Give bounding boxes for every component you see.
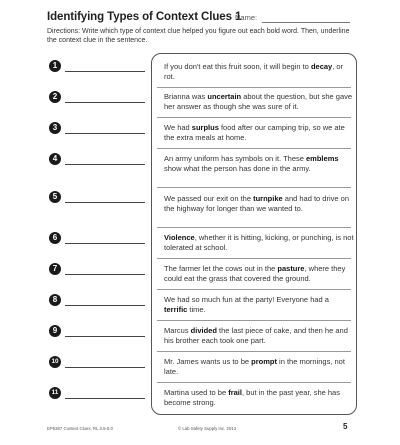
divider xyxy=(157,227,351,228)
answer-line-8[interactable] xyxy=(65,305,145,306)
sentence-11: Martina used to be frail, but in the past year, she has become strong. xyxy=(164,388,340,407)
divider xyxy=(157,187,351,188)
sentence-5: We passed our exit on the turnpike and had to drive on the highway for longer than we wanted to. xyxy=(164,194,349,213)
divider xyxy=(157,382,351,383)
sentence-2: Brianna was uncertain about the question, but she gave her answer as though she was sure of it. xyxy=(164,92,353,111)
bold-word-5: turnpike xyxy=(253,194,283,203)
sentence-10: Mr. James wants us to be prompt in the mornings, not late. xyxy=(164,357,345,376)
bold-word-9: divided xyxy=(190,326,217,335)
answer-line-5[interactable] xyxy=(65,202,145,203)
sentence-9: Marcus divided the last piece of cake, and then he and his brother each took one part. xyxy=(164,326,348,345)
item-number-9: 9 xyxy=(49,325,61,337)
sentence-8: We had so much fun at the party! Everyone had a terrific time. xyxy=(164,295,329,314)
sentence-4: An army uniform has symbols on it. These emblems show what the person has done in the army. xyxy=(164,154,339,173)
answer-line-4[interactable] xyxy=(65,164,145,165)
divider xyxy=(157,258,351,259)
item-number-4: 4 xyxy=(49,153,61,165)
answer-line-10[interactable] xyxy=(65,367,145,368)
divider xyxy=(157,320,351,321)
footer-copyright: © Lab Safety Supply Inc. 2013 xyxy=(178,426,237,431)
footer-code: EP5367 Context Clues, RL.3.5-5.0 xyxy=(47,426,113,431)
bold-word-1: decay xyxy=(310,62,333,71)
bold-word-11: frail xyxy=(228,388,242,397)
bold-word-2: uncertain xyxy=(207,92,242,101)
sentence-7: The farmer let the cows out in the pasture, where they could eat the grass that covered the ground. xyxy=(164,264,346,283)
item-number-3: 3 xyxy=(49,122,61,134)
answer-line-6[interactable] xyxy=(65,243,145,244)
bold-word-8: terrific xyxy=(164,305,188,314)
bold-word-7: pasture xyxy=(277,264,305,273)
answer-line-7[interactable] xyxy=(65,274,145,275)
page-number: 5 xyxy=(343,422,348,431)
sentence-1: If you don't eat this fruit soon, it will begin to decay, or rot. xyxy=(164,62,344,81)
bold-word-6: Violence xyxy=(164,233,195,242)
sentence-3: We had surplus food after our camping trip, so we ate the extra meals at home. xyxy=(164,123,345,142)
answer-line-9[interactable] xyxy=(65,336,145,337)
item-number-1: 1 xyxy=(49,60,61,72)
item-number-10: 10 xyxy=(49,356,61,368)
sentence-6: Violence, whether it is hitting, kicking, or punching, is not tolerated at school. xyxy=(164,233,354,252)
bold-word-10: prompt xyxy=(251,357,277,366)
item-number-8: 8 xyxy=(49,294,61,306)
divider xyxy=(157,148,351,149)
name-line[interactable] xyxy=(262,22,350,23)
item-number-7: 7 xyxy=(49,263,61,275)
answer-line-1[interactable] xyxy=(65,71,145,72)
bold-word-4: emblems xyxy=(306,154,339,163)
name-label: Name: xyxy=(235,13,258,22)
answer-line-11[interactable] xyxy=(65,398,145,399)
directions-text: Directions: Write which type of context clue helped you figure out each bold word. Then, underline the context clue in the sentence. xyxy=(47,28,350,44)
answer-line-2[interactable] xyxy=(65,102,145,103)
item-number-6: 6 xyxy=(49,232,61,244)
item-number-11: 11 xyxy=(49,387,61,399)
item-number-2: 2 xyxy=(49,91,61,103)
bold-word-3: surplus xyxy=(191,123,219,132)
item-number-5: 5 xyxy=(49,191,61,203)
divider xyxy=(157,289,351,290)
worksheet-title: Identifying Types of Context Clues 1 xyxy=(47,11,242,23)
answer-line-3[interactable] xyxy=(65,133,145,134)
divider xyxy=(157,87,351,88)
divider xyxy=(157,351,351,352)
divider xyxy=(157,117,351,118)
